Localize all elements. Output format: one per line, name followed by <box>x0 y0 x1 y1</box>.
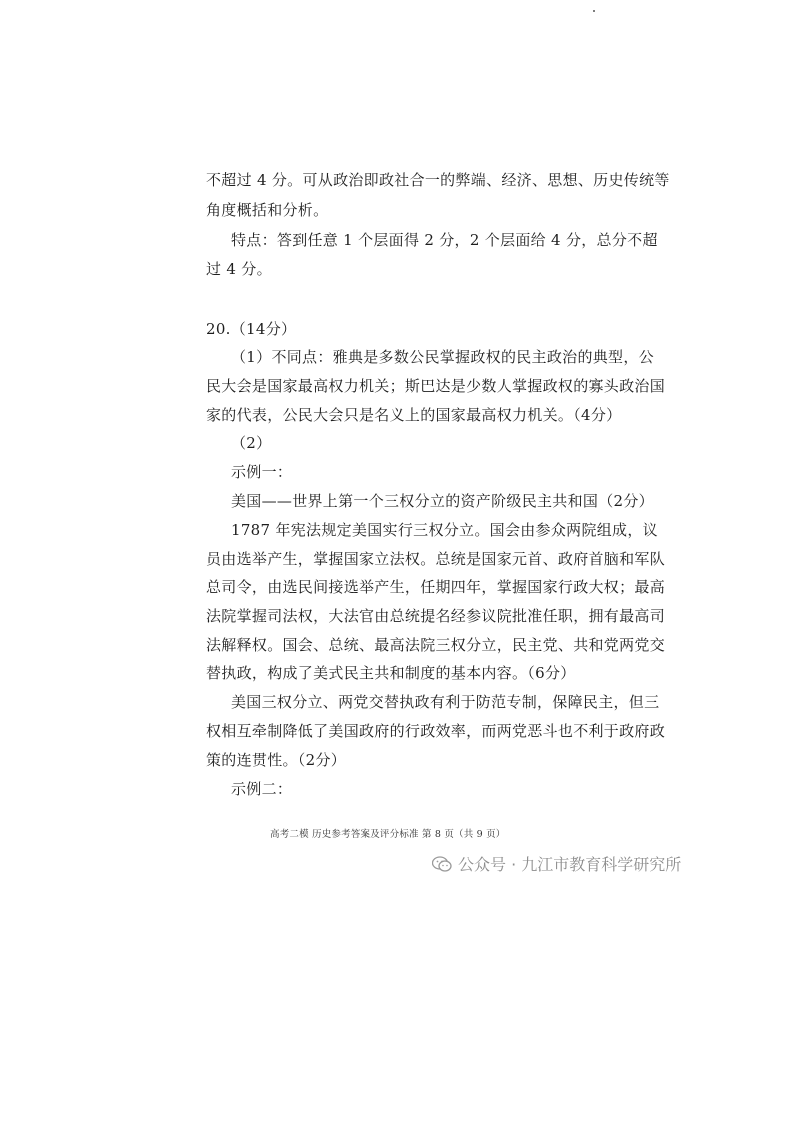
text-line: 1787 年宪法规定美国实行三权分立。国会由参众两院组成，议 <box>231 521 658 539</box>
text-line: 法解释权。国会、总统、最高法院三权分立，民主党、共和党两党交 <box>206 636 666 654</box>
text-line: （2） <box>231 434 272 452</box>
wechat-icon <box>432 856 452 872</box>
example-heading: 示例一： <box>231 463 293 481</box>
example-heading: 示例二： <box>231 780 293 798</box>
question-number: 20.（14分） <box>206 320 297 338</box>
text-line: 美国——世界上第一个三权分立的资产阶级民主共和国（2分） <box>231 492 654 510</box>
text-line: 过 4 分。 <box>206 260 272 278</box>
text-line: 美国三权分立、两党交替执政有利于防范专制，保障民主，但三 <box>231 693 660 711</box>
text-line: 不超过 4 分。可从政治即政社合一的弊端、经济、思想、历史传统等 <box>206 171 670 189</box>
text-line: 民大会是国家最高权力机关；斯巴达是少数人掌握政权的寡头政治国 <box>206 377 666 395</box>
scan-speck <box>593 10 595 12</box>
page-footer: 高考二模 历史参考答案及评分标准 第 8 页（共 9 页） <box>270 829 506 840</box>
text-line: （1）不同点：雅典是多数公民掌握政权的民主政治的典型，公 <box>231 348 654 366</box>
text-line: 策的连贯性。（2分） <box>206 751 347 769</box>
watermark <box>432 852 681 875</box>
text-line: 员由选举产生，掌握国家立法权。总统是国家元首、政府首脑和军队 <box>206 550 666 568</box>
text-line: 总司令，由选民间接选举产生，任期四年，掌握国家行政大权；最高 <box>206 578 666 596</box>
watermark-text: 公众号 · 九江市教育科学研究所 <box>458 855 682 874</box>
text-line: 法院掌握司法权，大法官由总统提名经参议院批准任职，拥有最高司 <box>206 607 666 625</box>
text-line: 权相互牵制降低了美国政府的行政效率，而两党恶斗也不利于政府政 <box>206 722 666 740</box>
text-line: 家的代表，公民大会只是名义上的国家最高权力机关。（4分） <box>206 406 622 424</box>
text-line: 特点：答到任意 1 个层面得 2 分，2 个层面给 4 分，总分不超 <box>231 231 658 249</box>
text-line: 替执政，构成了美式民主共和制度的基本内容。（6分） <box>206 664 576 682</box>
text-line: 角度概括和分析。 <box>206 201 329 219</box>
